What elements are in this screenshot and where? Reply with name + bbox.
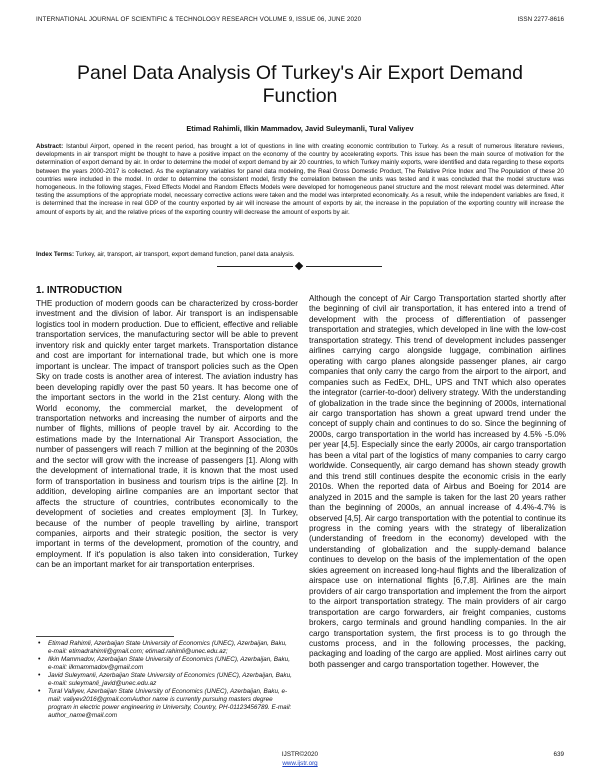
bullet-icon: • (38, 656, 41, 664)
bullet-icon: • (38, 672, 41, 680)
running-header (36, 16, 564, 28)
footnote-item (36, 688, 294, 720)
introduction-text-left: THE production of modern goods can be characterized by cross-border investment and the division of labor. Air transport is an indispensable logistics tool in modern production. Due to efficient, effective and reliable transportation services, the manufacturing sector will be able to prevent inventory risk and quickly enter target markets. Transportation distance and cost are important for international trade, but which one is more important is unclear. The impact of transport policies such as the Open Sky on trade costs is another area of interest. The aviation industry has been developing rapidly over the past 50 years. It has become one of the important sectors in the world in the 21st century. Along with the World economy, the commercial market, the development of transportation networks and increasing the number of airports and the number of flights, millions of people travel by air. According to the estimations made by the International Air Transport Association, the number of passengers will reach 7 million at the beginning of the 2030s and the sector will grow with the increase of passengers [1]. Along with the development of international trade, it is known that the most used form of transportation in business and tourism trips is the airline [2]. In addition, developing airline companies are an important sector that affects the structure of countries, contributes economically to the development of societies and creates employment [3]. In Turkey, because of the number of people travelling by airline, transport companies, airports and their strategic position, the sector is very important in terms of the development, promotion of the country, and employment. If it's population is also taken into consideration, Turkey can be an important market for air transportation enterprises. (36, 299, 298, 570)
bullet-icon: • (38, 688, 41, 696)
section-heading-introduction: 1. INTRODUCTION (36, 285, 122, 296)
footnote-rule (36, 636, 174, 637)
footnote-text: Tural Valiyev, Azerbaijan State University of Economics (UNEC), Azerbaijan, Baku, e-mail: valiyev2016@gmail.comAuthor name is currently pursuing masters degree program in electric power engineering in University, Country, PH-01123456789. E-mail: author_name@mail.com (48, 688, 292, 720)
page-footer (0, 751, 600, 773)
index-terms-label: Index Terms: (36, 251, 75, 258)
author-footnotes (36, 640, 294, 720)
author-list: Etimad Rahimli, Ilkin Mammadov, Javid Suleymanli, Tural Valiyev (186, 124, 414, 133)
footnote-item (36, 640, 294, 656)
abstract-label: Abstract: (36, 143, 64, 150)
footnote-item (36, 672, 294, 688)
footer-copyright: IJSTR©2020 (281, 751, 319, 758)
footnote-item (36, 656, 294, 672)
section-separator (0, 261, 600, 271)
issn: ISSN 2277-8616 (517, 16, 564, 23)
separator-line-left (217, 266, 293, 267)
footnote-text: Etimad Rahimli, Azerbaijan State University of Economics (UNEC), Azerbaijan, Baku, e-mail: etimadrahimli@gmail.com; etimad.rahimli@unec.edu.az; (48, 640, 287, 656)
footnote-text: Javid Suleymanli, Azerbaijan State University of Economics (UNEC), Azerbaijan, Baku, e-mail: suleymanli_javid@unec.edu.az (48, 672, 292, 688)
separator-line-right (306, 266, 382, 267)
bullet-icon: • (38, 640, 41, 647)
paper-title: Panel Data Analysis Of Turkey's Air Export Demand Function (77, 62, 523, 107)
index-terms-text: Turkey, air, transport, air transport, export demand function, panel data analysis. (74, 251, 295, 258)
abstract (36, 143, 564, 217)
diamond-icon (295, 262, 303, 270)
abstract-text: Istanbul Airport, opened in the recent period, has brought a lot of questions in line with creating economic contribution to Turkey. As a result of numerous literature reviews, developments in air transport might be thought to have a positive impact on the economy of the country by accelerating exports. This issue has been the main source of motivation for the determination of export demand by air. In order to determine the model of export demand by air 20 countries, to which Turkey mainly exports, were identified and data regarding to these exports between the years 2000-2017 is collected. As the explanatory variables for panel data modeling, the Real Gross Domestic Product, The Relative Price Index and The Population of these 20 countries were included in the model. In order to determine the consistent model, firstly the correlation between the units was tested and it was concluded that the model structure was homogeneous. In the following stages, Fixed Effects Model and Random Effects Models were developed for homogeneous panel structure and the most relevant model was determined. After testing the assumptions of the appropriate model, necessary corrective actions were taken and the model was interpreted economically. As a result, while the independent variables are fixed, it is determined that the increase in real GDP of the country exported by air will increase the amount of exports by air, the increase in the population of the exporting country will increase the amount of exports by air, and the relative prices of the exporting country will decrease the amount of exports by air. (36, 143, 564, 216)
footer-link[interactable]: www.ijstr.org (282, 760, 318, 767)
journal-name: INTERNATIONAL JOURNAL OF SCIENTIFIC & TECHNOLOGY RESEARCH VOLUME 9, ISSUE 06, JUNE 2020 (36, 16, 362, 23)
index-terms (36, 251, 564, 259)
introduction-text-right: Although the concept of Air Cargo Transportation started shortly after the beginning of civil air transportation, it has entered into a trend of development with the process of differentiation of passenger transportation and strategies, which developed in line with the low-cost transportation strategy. This trend of development includes passenger airlines carrying cargo alongside luggage, combination airlines operating with cargo planes alongside passenger planes, air cargo companies that only carry the cargo from the airport to the airport, and companies such as FedEx, DHL, UPS and TNT which also operates the integrator (carrier-to-door) delivery strategy. With the understanding of globalization in the trade since the beginning of 2000s, international air cargo transportation has shown a great upward trend under the concept of supply chain and continues to do so. Since the beginning of 2000s, cargo transportation in the world has increased by 4.5% -5.0% per year [4,5]. Especially since the early 2000s, air cargo transportation has been a vital part of the logistics of many companies to carry cargo worldwide. Consequently, air cargo demand has shown steady growth and this trend still continues despite the economic crisis in the early 2010s. When the reported data of Airbus and Boeing for 2014 are analyzed in 2015 and the sample is taken for the last 20 years rather than the beginning of 2000s, an annual increase of 4.4%-4.7% is observed [4,5]. Air cargo transportation with the potential to continue its progress in the coming years with the strategy of liberalization (understanding of freedom in the economy) developed with the understanding of globalization and the supply-demand balance continues to develop on the basis of the implementation of the open skies agreement on increased long-haul flights and the liberalization of airspace use on international flights [6,7,8]. Airlines are the main providers of air cargo transportation and implement the from the airport to the airport transportation strategy. The main providers of air cargo transportation are cargo forwarders, air freight companies, customs brokers, cargo terminals and ground handling companies. In the air cargo transportation system, the first process is to go through the customs process, and in the following processes, the packing, packaging and loading of the cargo are applied. Most airlines carry out both passenger and cargo transportation together. However, the (309, 294, 566, 669)
left-column (36, 285, 298, 571)
page-number: 639 (553, 751, 564, 758)
footnote-text: Ilkin Mammadov, Azerbaijan State University of Economics (UNEC), Azerbaijan, Baku, e-mail: ilkmammadov@gmail.com (48, 656, 290, 672)
right-column (309, 294, 566, 670)
